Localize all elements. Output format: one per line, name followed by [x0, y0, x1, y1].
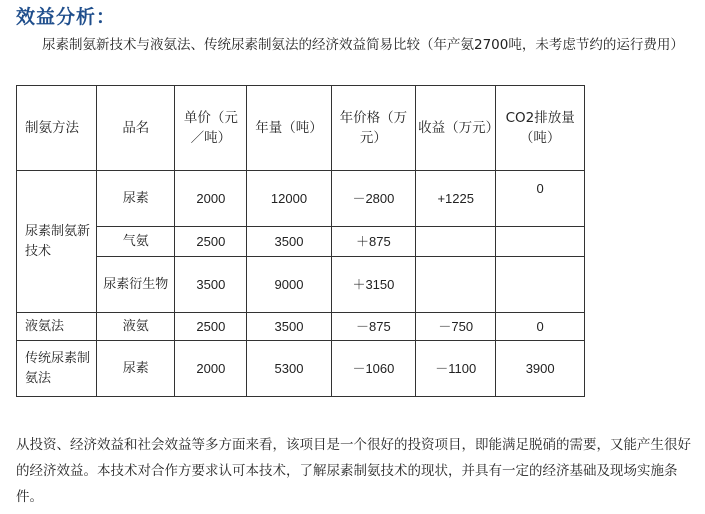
header-annual-value: 年价格（万元） [331, 86, 415, 171]
method-cell: 尿素制氨新技术 [17, 171, 97, 313]
value-cell: －875 [331, 313, 415, 341]
empty-co2-cell [496, 227, 585, 257]
header-method: 制氨方法 [17, 86, 97, 171]
intro-paragraph: 尿素制氨新技术与液氨法、传统尿素制氨法的经济效益简易比较（年产氨2700吨，未考虑节约的运行费用） [42, 37, 684, 53]
product-cell: 液氨 [97, 313, 175, 341]
method-cell: 液氨法 [17, 313, 97, 341]
table-row [17, 171, 585, 227]
value-cell: －2800 [331, 171, 415, 227]
qty-cell: 9000 [247, 257, 331, 313]
qty-cell: 3500 [247, 313, 331, 341]
price-cell: 2000 [175, 171, 247, 227]
method-cell: 传统尿素制氨法 [17, 341, 97, 397]
table-row [17, 257, 585, 313]
table-row [17, 313, 585, 341]
co2-cell: 3900 [496, 341, 585, 397]
header-co2: CO2排放量（吨） [496, 86, 585, 171]
gain-cell: +1225 [416, 171, 496, 227]
header-product: 品名 [97, 86, 175, 171]
value-cell: ＋875 [331, 227, 415, 257]
conclusion-paragraph: 从投资、经济效益和社会效益等多方面来看，该项目是一个很好的投资项目，即能满足脱硝的需要，又能产生很好的经济效益。本技术对合作方要求认可本技术，了解尿素制氨技术的现状，并具有一定的经济基础及现场实施条件。 [16, 437, 691, 505]
co2-cell: 0 [496, 313, 585, 341]
product-cell: 尿素 [97, 171, 175, 227]
header-unit-price: 单价（元／吨） [175, 86, 247, 171]
product-cell: 尿素衍生物 [97, 257, 175, 313]
empty-gain-cell [416, 257, 496, 313]
header-annual-qty: 年量（吨） [247, 86, 331, 171]
qty-cell: 3500 [247, 227, 331, 257]
value-cell: ＋3150 [331, 257, 415, 313]
qty-cell: 12000 [247, 171, 331, 227]
section-heading: 效益分析： [16, 6, 117, 28]
qty-cell: 5300 [247, 341, 331, 397]
table-row [17, 227, 585, 257]
table-header-row [17, 86, 585, 171]
price-cell: 3500 [175, 257, 247, 313]
price-cell: 2000 [175, 341, 247, 397]
empty-co2-cell [496, 257, 585, 313]
comparison-table [16, 85, 585, 397]
price-cell: 2500 [175, 313, 247, 341]
table-row [17, 341, 585, 397]
empty-gain-cell [416, 227, 496, 257]
product-cell: 气氨 [97, 227, 175, 257]
product-cell: 尿素 [97, 341, 175, 397]
gain-cell: －750 [416, 313, 496, 341]
price-cell: 2500 [175, 227, 247, 257]
gain-cell: －1100 [416, 341, 496, 397]
co2-cell: 0 [496, 171, 585, 227]
value-cell: －1060 [331, 341, 415, 397]
header-gain: 收益（万元） [416, 86, 496, 171]
